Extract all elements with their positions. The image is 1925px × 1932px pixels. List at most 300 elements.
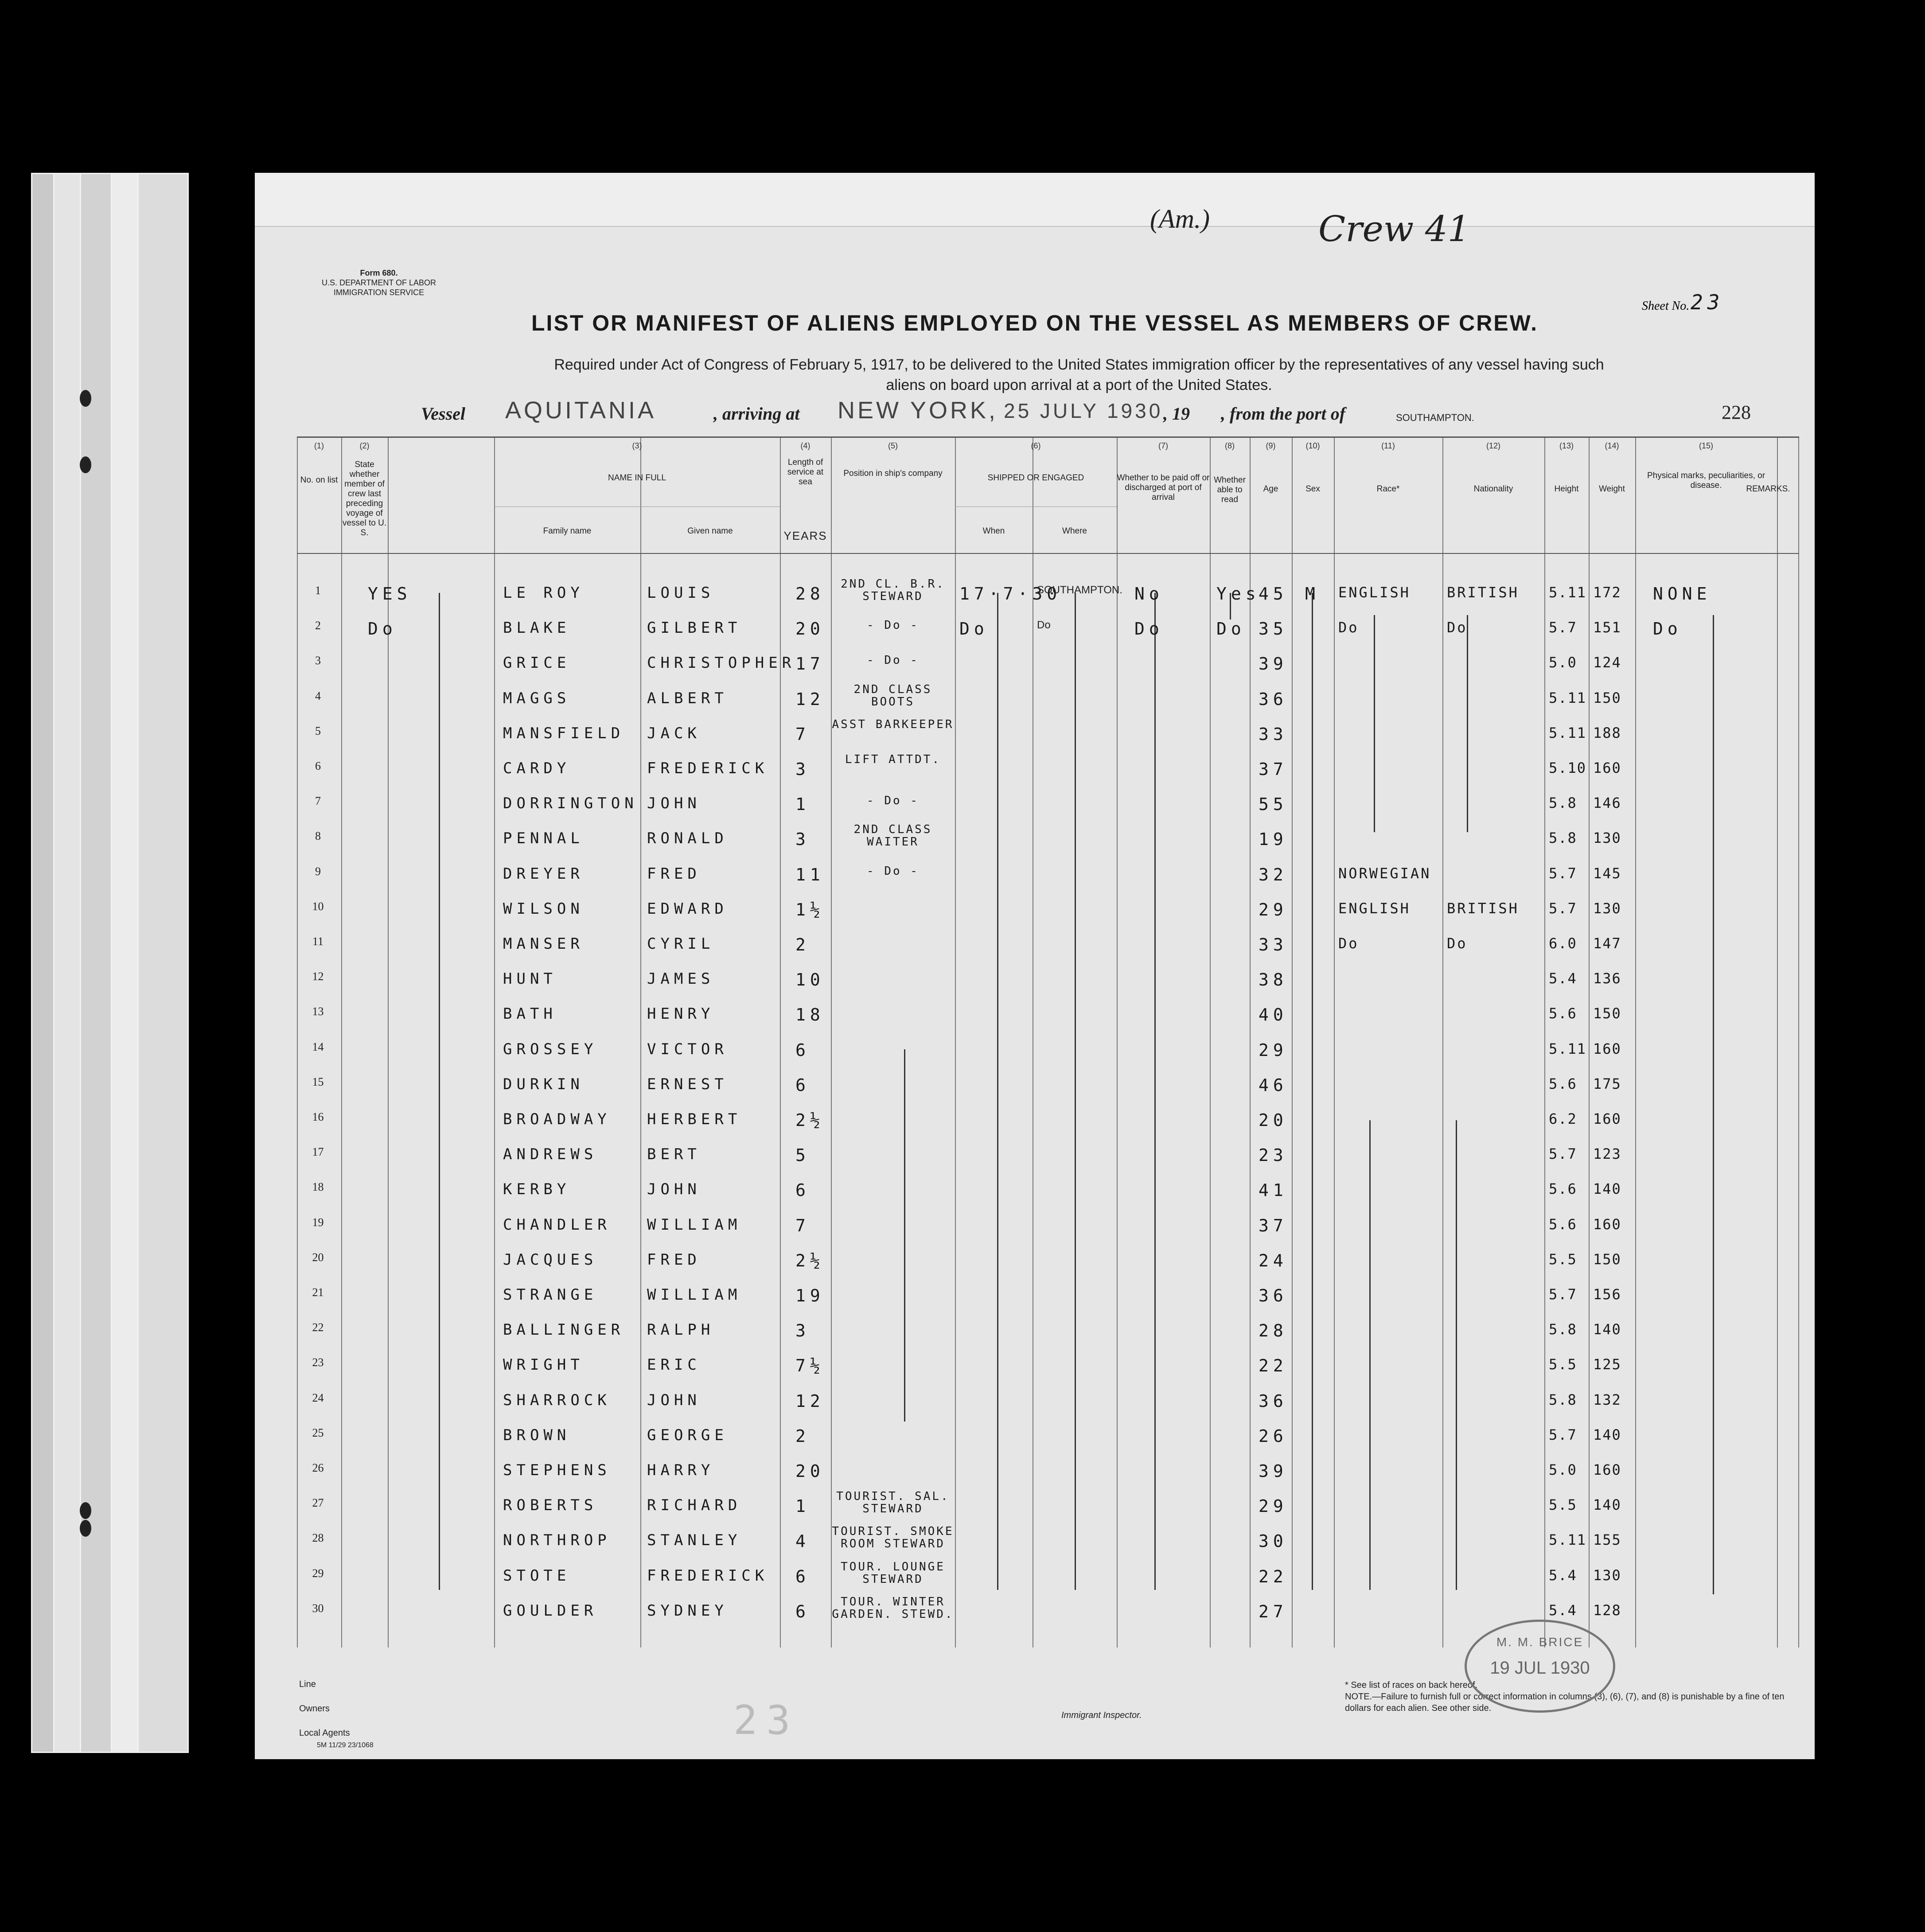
weight: 188 bbox=[1593, 724, 1621, 741]
row-number: 22 bbox=[312, 1321, 324, 1334]
nationality: Do bbox=[1447, 935, 1468, 952]
height: 5.5 bbox=[1549, 1250, 1577, 1268]
row-number: 11 bbox=[312, 935, 324, 948]
service-years: 28 bbox=[795, 584, 825, 604]
row-number: 3 bbox=[315, 654, 321, 667]
service-years: 17 bbox=[795, 654, 825, 674]
crew-annotation: Crew 41 bbox=[1318, 208, 1470, 249]
given-name: SYDNEY bbox=[647, 1601, 728, 1620]
weight: 132 bbox=[1593, 1391, 1621, 1408]
age: 35 bbox=[1259, 619, 1288, 639]
col-prev-voyage-heading: State whether member of crew last preceding voyage of vessel to U. S. bbox=[342, 460, 387, 538]
service-years: 20 bbox=[795, 619, 825, 639]
given-name: JOHN bbox=[647, 1180, 701, 1199]
col-paid-off-heading: Whether to be paid off or discharged at port of arrival bbox=[1117, 473, 1210, 502]
given-name: WILLIAM bbox=[647, 1286, 742, 1304]
requirement-line-1: Required under Act of Congress of February 5, 1917, to be delivered to the United States immigration officer by the representatives of any vessel having such bbox=[554, 356, 1604, 373]
family-name: STOTE bbox=[503, 1566, 571, 1585]
weight: 130 bbox=[1593, 900, 1621, 917]
family-name: CARDY bbox=[503, 760, 571, 777]
row-number: 13 bbox=[312, 1005, 324, 1018]
col-13-number: (13) bbox=[1559, 441, 1574, 450]
ditto-line bbox=[997, 593, 998, 1590]
col-remarks-heading: REMARKS. bbox=[1746, 484, 1790, 494]
col-15-number: (15) bbox=[1699, 441, 1713, 450]
age: 46 bbox=[1259, 1075, 1288, 1095]
given-name: FRED bbox=[647, 1250, 701, 1269]
family-name: LE ROY bbox=[503, 584, 584, 602]
weight: 156 bbox=[1593, 1286, 1621, 1303]
family-name: HUNT bbox=[503, 970, 557, 988]
row-number: 4 bbox=[315, 689, 321, 702]
weight: 150 bbox=[1593, 1250, 1621, 1268]
page-mark: 23 bbox=[733, 1697, 799, 1744]
age: 22 bbox=[1259, 1356, 1288, 1376]
col-6-number: (6) bbox=[1031, 441, 1041, 450]
row-number: 20 bbox=[312, 1250, 324, 1264]
service-years: 2 bbox=[795, 1426, 810, 1446]
family-name: CHANDLER bbox=[503, 1215, 611, 1234]
punch-hole bbox=[80, 1502, 91, 1519]
position: ASST BARKEEPER bbox=[832, 717, 954, 731]
page-stack-edge bbox=[27, 173, 191, 1750]
given-name: ALBERT bbox=[647, 689, 728, 707]
family-name: ANDREWS bbox=[503, 1145, 598, 1164]
shipped-when: 17·7·30 bbox=[959, 584, 1062, 604]
service-years: 1½ bbox=[795, 900, 825, 919]
local-agents-label: Local Agents bbox=[299, 1728, 350, 1738]
position: 2ND CL. B.R. STEWARD bbox=[841, 577, 945, 603]
height: 6.2 bbox=[1549, 1110, 1577, 1127]
service-years: 2½ bbox=[795, 1110, 825, 1130]
height: 5.8 bbox=[1549, 1391, 1577, 1408]
height: 5.5 bbox=[1549, 1356, 1577, 1373]
weight: 145 bbox=[1593, 865, 1621, 882]
age: 22 bbox=[1259, 1566, 1288, 1586]
given-name: JOHN bbox=[647, 1391, 701, 1409]
page-edge bbox=[137, 173, 189, 1753]
family-name: WILSON bbox=[503, 900, 584, 918]
row-number: 16 bbox=[312, 1110, 324, 1123]
family-name: SHARROCK bbox=[503, 1391, 611, 1409]
row-number: 24 bbox=[312, 1391, 324, 1404]
position: - Do - bbox=[867, 794, 919, 808]
service-years: 3 bbox=[795, 1321, 810, 1341]
height: 5.7 bbox=[1549, 1145, 1577, 1163]
family-name: DORRINGTON bbox=[503, 795, 638, 813]
given-name: GILBERT bbox=[647, 619, 742, 637]
manifest-page bbox=[255, 173, 1815, 1759]
family-name: KERBY bbox=[503, 1180, 571, 1199]
weight: 130 bbox=[1593, 1566, 1621, 1584]
age: 36 bbox=[1259, 1391, 1288, 1411]
given-name: HENRY bbox=[647, 1005, 715, 1023]
row-number: 28 bbox=[312, 1531, 324, 1545]
col-position-heading: Position in ship's company bbox=[843, 469, 943, 478]
family-name: BALLINGER bbox=[503, 1321, 625, 1339]
family-name: PENNAL bbox=[503, 830, 584, 848]
col-4-number: (4) bbox=[800, 441, 811, 450]
given-name: FREDERICK bbox=[647, 760, 769, 777]
given-name: RONALD bbox=[647, 830, 728, 848]
requirement-line-2: aliens on board upon arrival at a port of the United States. bbox=[886, 377, 1272, 393]
line-label: Line bbox=[299, 1679, 316, 1689]
age: 29 bbox=[1259, 1040, 1288, 1060]
given-name: FREDERICK bbox=[647, 1566, 769, 1585]
nationality: BRITISH bbox=[1447, 584, 1519, 601]
height: 5.7 bbox=[1549, 619, 1577, 636]
ditto-line bbox=[1374, 615, 1375, 832]
age: 29 bbox=[1259, 1496, 1288, 1516]
race: ENGLISH bbox=[1338, 584, 1411, 601]
col-no-heading: No. on list bbox=[300, 475, 338, 485]
age: 28 bbox=[1259, 1321, 1288, 1341]
age: 39 bbox=[1259, 1461, 1288, 1481]
age: 27 bbox=[1259, 1601, 1288, 1621]
weight: 147 bbox=[1593, 935, 1621, 952]
row-number: 23 bbox=[312, 1356, 324, 1369]
service-years: 7½ bbox=[795, 1356, 825, 1376]
row-number: 1 bbox=[315, 584, 321, 597]
row-number: 19 bbox=[312, 1215, 324, 1229]
col-8-number: (8) bbox=[1225, 441, 1235, 450]
age: 36 bbox=[1259, 1286, 1288, 1305]
row-number: 9 bbox=[315, 865, 321, 878]
nationality: Do bbox=[1447, 619, 1468, 636]
service-years: 7 bbox=[795, 1215, 810, 1235]
col-family-heading: Family name bbox=[543, 526, 592, 536]
height: 5.8 bbox=[1549, 795, 1577, 812]
position: - Do - bbox=[867, 619, 919, 632]
family-name: STEPHENS bbox=[503, 1461, 611, 1479]
col-1-number: (1) bbox=[314, 441, 324, 450]
family-name: NORTHROP bbox=[503, 1531, 611, 1550]
service-years: 12 bbox=[795, 689, 825, 709]
weight: 150 bbox=[1593, 689, 1621, 706]
previous-voyage: YES bbox=[368, 584, 412, 604]
ditto-line bbox=[1154, 593, 1156, 1590]
manifest-title: LIST OR MANIFEST OF ALIENS EMPLOYED ON THE VESSEL AS MEMBERS OF CREW. bbox=[531, 311, 1538, 335]
position: LIFT ATTDT. bbox=[845, 753, 941, 766]
given-name: CHRISTOPHER bbox=[647, 654, 796, 672]
age: 38 bbox=[1259, 970, 1288, 990]
height: 5.11 bbox=[1549, 584, 1587, 601]
age: 26 bbox=[1259, 1426, 1288, 1446]
col-service-unit: YEARS bbox=[783, 529, 827, 542]
family-name: MAGGS bbox=[503, 689, 571, 707]
age: 36 bbox=[1259, 689, 1288, 709]
row-number: 6 bbox=[315, 760, 321, 772]
year-label: , 19 bbox=[1163, 404, 1190, 424]
age: 40 bbox=[1259, 1005, 1288, 1025]
punch-hole bbox=[80, 456, 91, 473]
previous-voyage: Do bbox=[368, 619, 397, 639]
row-number: 30 bbox=[312, 1601, 324, 1615]
age: 37 bbox=[1259, 1215, 1288, 1235]
fine-note: NOTE.—Failure to furnish full or correct information in columns (3), (6), (7), and (8) is punishable by a fine of ten dollars for each alien. See other side. bbox=[1345, 1692, 1785, 1713]
position: - Do - bbox=[867, 864, 919, 878]
col-weight-heading: Weight bbox=[1599, 484, 1625, 494]
given-name: ERNEST bbox=[647, 1075, 728, 1093]
service-years: 3 bbox=[795, 830, 810, 849]
height: 5.8 bbox=[1549, 1321, 1577, 1338]
height: 5.7 bbox=[1549, 1426, 1577, 1443]
crew-manifest-table bbox=[297, 436, 1799, 1648]
age: 32 bbox=[1259, 865, 1288, 884]
col-sex-heading: Sex bbox=[1305, 484, 1320, 494]
col-10-number: (10) bbox=[1305, 441, 1320, 450]
arrival-port: NEW YORK, bbox=[838, 397, 998, 424]
race: Do bbox=[1338, 935, 1359, 952]
weight: 130 bbox=[1593, 830, 1621, 847]
service-years: 2½ bbox=[795, 1250, 825, 1270]
height: 5.8 bbox=[1549, 830, 1577, 847]
family-name: GROSSEY bbox=[503, 1040, 598, 1058]
service-years: 6 bbox=[795, 1180, 810, 1200]
col-5-number: (5) bbox=[888, 441, 898, 450]
weight: 160 bbox=[1593, 1110, 1621, 1127]
age: 24 bbox=[1259, 1250, 1288, 1270]
weight: 140 bbox=[1593, 1321, 1621, 1338]
col-14-number: (14) bbox=[1605, 441, 1619, 450]
height: 5.4 bbox=[1549, 970, 1577, 987]
service-years: 2 bbox=[795, 935, 810, 954]
col-11-number: (11) bbox=[1381, 441, 1395, 450]
row-number: 2 bbox=[315, 619, 321, 632]
age: 30 bbox=[1259, 1531, 1288, 1551]
service-years: 4 bbox=[795, 1531, 810, 1551]
ditto-line bbox=[439, 593, 440, 1590]
height: 5.6 bbox=[1549, 1075, 1577, 1092]
family-name: DURKIN bbox=[503, 1075, 584, 1093]
paren-annotation: (Am.) bbox=[1150, 204, 1210, 234]
form-service: IMMIGRATION SERVICE bbox=[333, 288, 425, 297]
family-name: BATH bbox=[503, 1005, 557, 1023]
ditto-line bbox=[1075, 593, 1076, 1590]
height: 5.7 bbox=[1549, 1286, 1577, 1303]
weight: 140 bbox=[1593, 1496, 1621, 1514]
position: TOURIST. SAL. STEWARD bbox=[836, 1490, 950, 1516]
position: 2ND CLASS BOOTS bbox=[853, 682, 932, 709]
given-name: BERT bbox=[647, 1145, 701, 1164]
height: 5.7 bbox=[1549, 865, 1577, 882]
row-number: 29 bbox=[312, 1566, 324, 1580]
weight: 160 bbox=[1593, 1040, 1621, 1057]
given-name: ERIC bbox=[647, 1356, 701, 1374]
nationality: BRITISH bbox=[1447, 900, 1519, 917]
form-department: U.S. DEPARTMENT OF LABOR bbox=[321, 278, 436, 287]
service-years: 6 bbox=[795, 1601, 810, 1621]
height: 5.11 bbox=[1549, 689, 1587, 706]
departure-port: SOUTHAMPTON. bbox=[1396, 412, 1474, 423]
row-number: 26 bbox=[312, 1461, 324, 1474]
shipped-where: SOUTHAMPTON. bbox=[1037, 584, 1122, 596]
position: - Do - bbox=[867, 654, 919, 667]
family-name: BROWN bbox=[503, 1426, 571, 1444]
row-number: 21 bbox=[312, 1286, 324, 1299]
service-years: 7 bbox=[795, 724, 810, 744]
form-number: Form 680. bbox=[360, 269, 398, 277]
arrival-date: 25 JULY 1930 bbox=[1004, 399, 1163, 422]
weight: 140 bbox=[1593, 1180, 1621, 1198]
col-read-heading: Whether able to read bbox=[1214, 475, 1246, 504]
legal-requirement bbox=[414, 354, 1744, 395]
family-name: JACQUES bbox=[503, 1250, 598, 1269]
sheet-number: 23 bbox=[1691, 290, 1724, 314]
age: 29 bbox=[1259, 900, 1288, 919]
given-name: WILLIAM bbox=[647, 1215, 742, 1234]
age: 37 bbox=[1259, 760, 1288, 779]
age: 41 bbox=[1259, 1180, 1288, 1200]
family-name: MANSFIELD bbox=[503, 724, 625, 742]
height: 5.11 bbox=[1549, 1040, 1587, 1057]
position: TOURIST. SMOKE ROOM STEWARD bbox=[832, 1525, 954, 1551]
given-name: HARRY bbox=[647, 1461, 715, 1479]
service-years: 11 bbox=[795, 865, 825, 884]
able-to-read: Do bbox=[1216, 619, 1246, 639]
service-years: 19 bbox=[795, 1286, 825, 1305]
date-stamp bbox=[1465, 1620, 1615, 1713]
given-name: VICTOR bbox=[647, 1040, 728, 1058]
ditto-line bbox=[1467, 615, 1468, 832]
weight: 150 bbox=[1593, 1005, 1621, 1022]
given-name: FRED bbox=[647, 865, 701, 883]
weight: 125 bbox=[1593, 1356, 1621, 1373]
col-when-heading: When bbox=[982, 526, 1005, 536]
age: 33 bbox=[1259, 935, 1288, 954]
shipped-where: Do bbox=[1037, 619, 1051, 631]
service-years: 18 bbox=[795, 1005, 825, 1025]
col-marks-heading: Physical marks, peculiarities, or disease. bbox=[1647, 471, 1765, 490]
punch-hole bbox=[80, 390, 91, 407]
vessel-name: AQUITANIA bbox=[505, 397, 657, 424]
print-code: 5M 11/29 23/1068 bbox=[317, 1741, 374, 1749]
weight: 124 bbox=[1593, 654, 1621, 671]
service-years: 6 bbox=[795, 1075, 810, 1095]
given-name: CYRIL bbox=[647, 935, 715, 953]
weight: 175 bbox=[1593, 1075, 1621, 1092]
service-years: 6 bbox=[795, 1566, 810, 1586]
paid-off: No bbox=[1134, 584, 1164, 604]
inspector-label: Immigrant Inspector. bbox=[1061, 1710, 1142, 1720]
position: 2ND CLASS WAITER bbox=[853, 823, 932, 849]
ditto-line bbox=[904, 1049, 905, 1422]
height: 5.6 bbox=[1549, 1180, 1577, 1198]
age: 55 bbox=[1259, 795, 1288, 814]
height: 5.7 bbox=[1549, 900, 1577, 917]
ditto-line bbox=[1312, 593, 1313, 1590]
service-years: 3 bbox=[795, 760, 810, 779]
stamp-date: 19 JUL 1930 bbox=[1490, 1658, 1590, 1678]
family-name: ROBERTS bbox=[503, 1496, 598, 1515]
arriving-label: , arriving at bbox=[713, 404, 800, 424]
col-name-heading: NAME IN FULL bbox=[608, 473, 666, 483]
row-number: 17 bbox=[312, 1145, 324, 1159]
races-note: * See list of races on back hereof. bbox=[1345, 1680, 1478, 1690]
given-name: HERBERT bbox=[647, 1110, 742, 1128]
col-height-heading: Height bbox=[1554, 484, 1579, 494]
given-name: GEORGE bbox=[647, 1426, 728, 1444]
col-12-number: (12) bbox=[1486, 441, 1500, 450]
family-name: BLAKE bbox=[503, 619, 571, 637]
given-name: RICHARD bbox=[647, 1496, 742, 1515]
col-7-number: (7) bbox=[1158, 441, 1168, 450]
family-name: BROADWAY bbox=[503, 1110, 611, 1128]
service-years: 6 bbox=[795, 1040, 810, 1060]
given-name: JOHN bbox=[647, 795, 701, 813]
weight: 160 bbox=[1593, 1461, 1621, 1478]
given-name: JAMES bbox=[647, 970, 715, 988]
row-number: 7 bbox=[315, 795, 321, 808]
height: 5.0 bbox=[1549, 1461, 1577, 1478]
service-years: 12 bbox=[795, 1391, 825, 1411]
row-number: 12 bbox=[312, 970, 324, 983]
col-where-heading: Where bbox=[1062, 526, 1087, 536]
col-3-number: (3) bbox=[632, 441, 642, 450]
form-identifier bbox=[321, 268, 436, 297]
position: TOUR. LOUNGE STEWARD bbox=[841, 1560, 945, 1586]
service-years: 10 bbox=[795, 970, 825, 990]
height: 5.4 bbox=[1549, 1566, 1577, 1584]
col-race-heading: Race* bbox=[1376, 484, 1400, 494]
owners-label: Owners bbox=[299, 1704, 330, 1714]
ditto-line bbox=[1456, 1120, 1457, 1590]
height: 5.11 bbox=[1549, 724, 1587, 741]
col-given-heading: Given name bbox=[687, 526, 733, 536]
age: 20 bbox=[1259, 1110, 1288, 1130]
row-number: 25 bbox=[312, 1426, 324, 1439]
row-number: 27 bbox=[312, 1496, 324, 1510]
punch-hole bbox=[80, 1520, 91, 1537]
weight: 140 bbox=[1593, 1426, 1621, 1443]
page-top-edge bbox=[255, 173, 1815, 227]
page-number: 228 bbox=[1722, 401, 1751, 423]
col-9-number: (9) bbox=[1266, 441, 1276, 450]
race: Do bbox=[1338, 619, 1359, 636]
age: 33 bbox=[1259, 724, 1288, 744]
family-name: GRICE bbox=[503, 654, 571, 672]
height: 5.6 bbox=[1549, 1005, 1577, 1022]
given-name: RALPH bbox=[647, 1321, 715, 1339]
height: 5.6 bbox=[1549, 1215, 1577, 1233]
sheet-label: Sheet No. bbox=[1642, 299, 1690, 313]
age: 39 bbox=[1259, 654, 1288, 674]
height: 5.11 bbox=[1549, 1531, 1587, 1549]
given-name: LOUIS bbox=[647, 584, 715, 602]
service-years: 20 bbox=[795, 1461, 825, 1481]
physical-marks: NONE bbox=[1653, 584, 1711, 604]
weight: 151 bbox=[1593, 619, 1621, 636]
age: 45 bbox=[1259, 584, 1288, 604]
row-number: 10 bbox=[312, 900, 324, 913]
service-years: 1 bbox=[795, 1496, 810, 1516]
able-to-read: Yes bbox=[1216, 584, 1260, 604]
sex: M bbox=[1305, 584, 1320, 604]
col-age-heading: Age bbox=[1263, 484, 1278, 494]
col-service-heading: Length of service at sea bbox=[787, 458, 824, 487]
family-name: MANSER bbox=[503, 935, 584, 953]
physical-marks: Do bbox=[1653, 619, 1682, 639]
given-name: EDWARD bbox=[647, 900, 728, 918]
position: TOUR. WINTER GARDEN. STEWD. bbox=[832, 1595, 954, 1621]
weight: 123 bbox=[1593, 1145, 1621, 1163]
race: ENGLISH bbox=[1338, 900, 1411, 917]
row-number: 14 bbox=[312, 1040, 324, 1053]
row-number: 5 bbox=[315, 724, 321, 737]
family-name: GOULDER bbox=[503, 1601, 598, 1620]
weight: 136 bbox=[1593, 970, 1621, 987]
col-2-number: (2) bbox=[359, 441, 370, 450]
